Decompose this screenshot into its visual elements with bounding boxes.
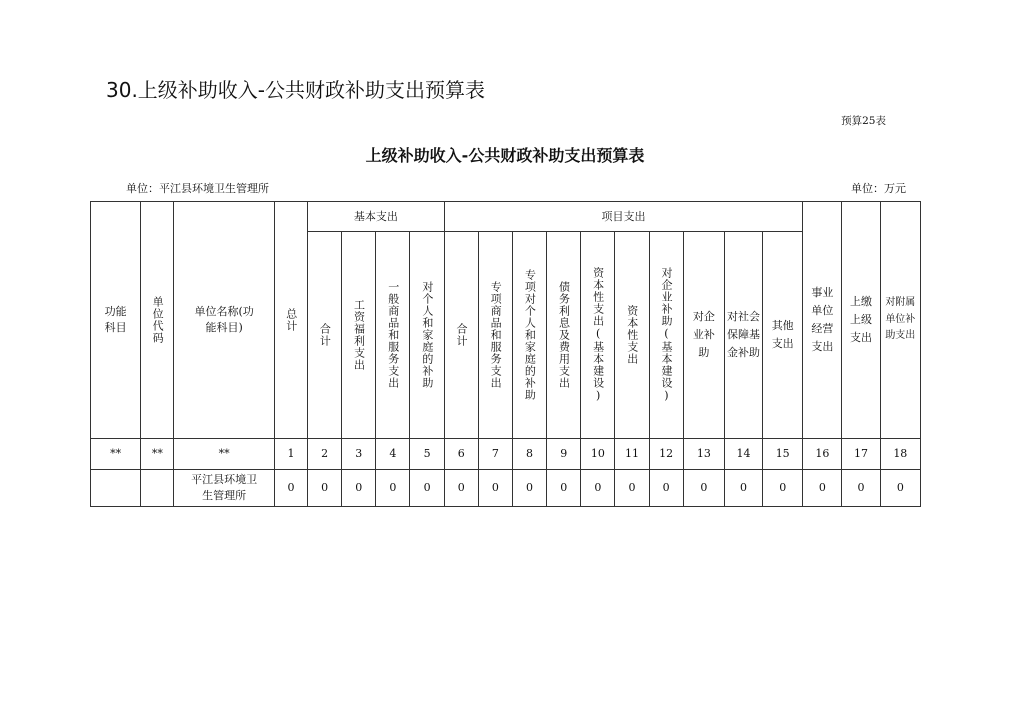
header-project-col: 对社会保障基金补助 <box>724 232 762 439</box>
header-project-col: 对企业补助(基本建设) <box>649 232 683 439</box>
header-project-col: 其他支出 <box>763 232 803 439</box>
reporting-unit: 单位：平江县环境卫生管理所 <box>126 182 269 195</box>
header-project-group: 项目支出 <box>444 202 803 232</box>
currency-unit: 单位：万元 <box>851 182 906 195</box>
data-value: 0 <box>376 470 410 507</box>
index-cell: 16 <box>803 439 842 470</box>
index-cell: ** <box>91 439 141 470</box>
header-unit-name: 单位名称(功能科目) <box>174 202 274 439</box>
header-project-col: 对企业补助 <box>683 232 724 439</box>
data-value: 0 <box>547 470 581 507</box>
index-cell: 1 <box>274 439 307 470</box>
index-cell: 11 <box>615 439 649 470</box>
index-cell: 3 <box>342 439 376 470</box>
data-value: 0 <box>478 470 512 507</box>
data-value: 0 <box>512 470 546 507</box>
data-value: 0 <box>763 470 803 507</box>
index-cell: 7 <box>478 439 512 470</box>
index-cell: ** <box>141 439 174 470</box>
data-value: 0 <box>803 470 842 507</box>
index-cell: 14 <box>724 439 762 470</box>
header-basic-col: 一般商品和服务支出 <box>376 232 410 439</box>
table-row <box>91 470 921 507</box>
index-cell: 5 <box>410 439 444 470</box>
header-project-col: 专项商品和服务支出 <box>478 232 512 439</box>
data-value: 0 <box>274 470 307 507</box>
table-title: 上级补助收入-公共财政补助支出预算表 <box>365 146 645 165</box>
page-heading: 30.上级补助收入-公共财政补助支出预算表 <box>106 78 486 102</box>
index-cell: 12 <box>649 439 683 470</box>
header-project-col: 债务利息及费用支出 <box>547 232 581 439</box>
data-func-subject <box>91 470 141 507</box>
data-value: 0 <box>444 470 478 507</box>
data-value: 0 <box>581 470 615 507</box>
data-value: 0 <box>308 470 342 507</box>
index-cell: 15 <box>763 439 803 470</box>
index-cell: 10 <box>581 439 615 470</box>
header-unit-code: 单位代码 <box>141 202 174 439</box>
data-value: 0 <box>615 470 649 507</box>
data-value: 0 <box>342 470 376 507</box>
header-turnover: 上缴上级支出 <box>842 202 880 439</box>
header-project-col: 专项对个人和家庭的补助 <box>512 232 546 439</box>
budget-table <box>90 201 921 507</box>
index-cell: 8 <box>512 439 546 470</box>
index-cell: 4 <box>376 439 410 470</box>
data-value: 0 <box>649 470 683 507</box>
index-cell: 17 <box>842 439 880 470</box>
data-value: 0 <box>410 470 444 507</box>
header-affiliate-subsidy: 对附属单位补助支出 <box>880 202 920 439</box>
index-cell: ** <box>174 439 274 470</box>
index-cell: 18 <box>880 439 920 470</box>
data-unit-name: 平江县环境卫生管理所 <box>174 470 274 507</box>
header-project-col: 合计 <box>444 232 478 439</box>
header-basic-col: 工资福利支出 <box>342 232 376 439</box>
header-func-subject: 功能科目 <box>91 202 141 439</box>
index-cell: 2 <box>308 439 342 470</box>
data-unit-code <box>141 470 174 507</box>
header-project-col: 资本性支出 <box>615 232 649 439</box>
header-total: 总计 <box>274 202 307 439</box>
header-biz-operation: 事业单位经营支出 <box>803 202 842 439</box>
header-basic-col: 对个人和家庭的补助 <box>410 232 444 439</box>
header-basic-col: 合计 <box>308 232 342 439</box>
index-cell: 6 <box>444 439 478 470</box>
data-value: 0 <box>724 470 762 507</box>
data-value: 0 <box>683 470 724 507</box>
header-project-col: 资本性支出(基本建设) <box>581 232 615 439</box>
index-cell: 13 <box>683 439 724 470</box>
data-value: 0 <box>880 470 920 507</box>
index-cell: 9 <box>547 439 581 470</box>
header-basic-group: 基本支出 <box>308 202 445 232</box>
table-number: 预算25表 <box>841 115 886 127</box>
data-value: 0 <box>842 470 880 507</box>
